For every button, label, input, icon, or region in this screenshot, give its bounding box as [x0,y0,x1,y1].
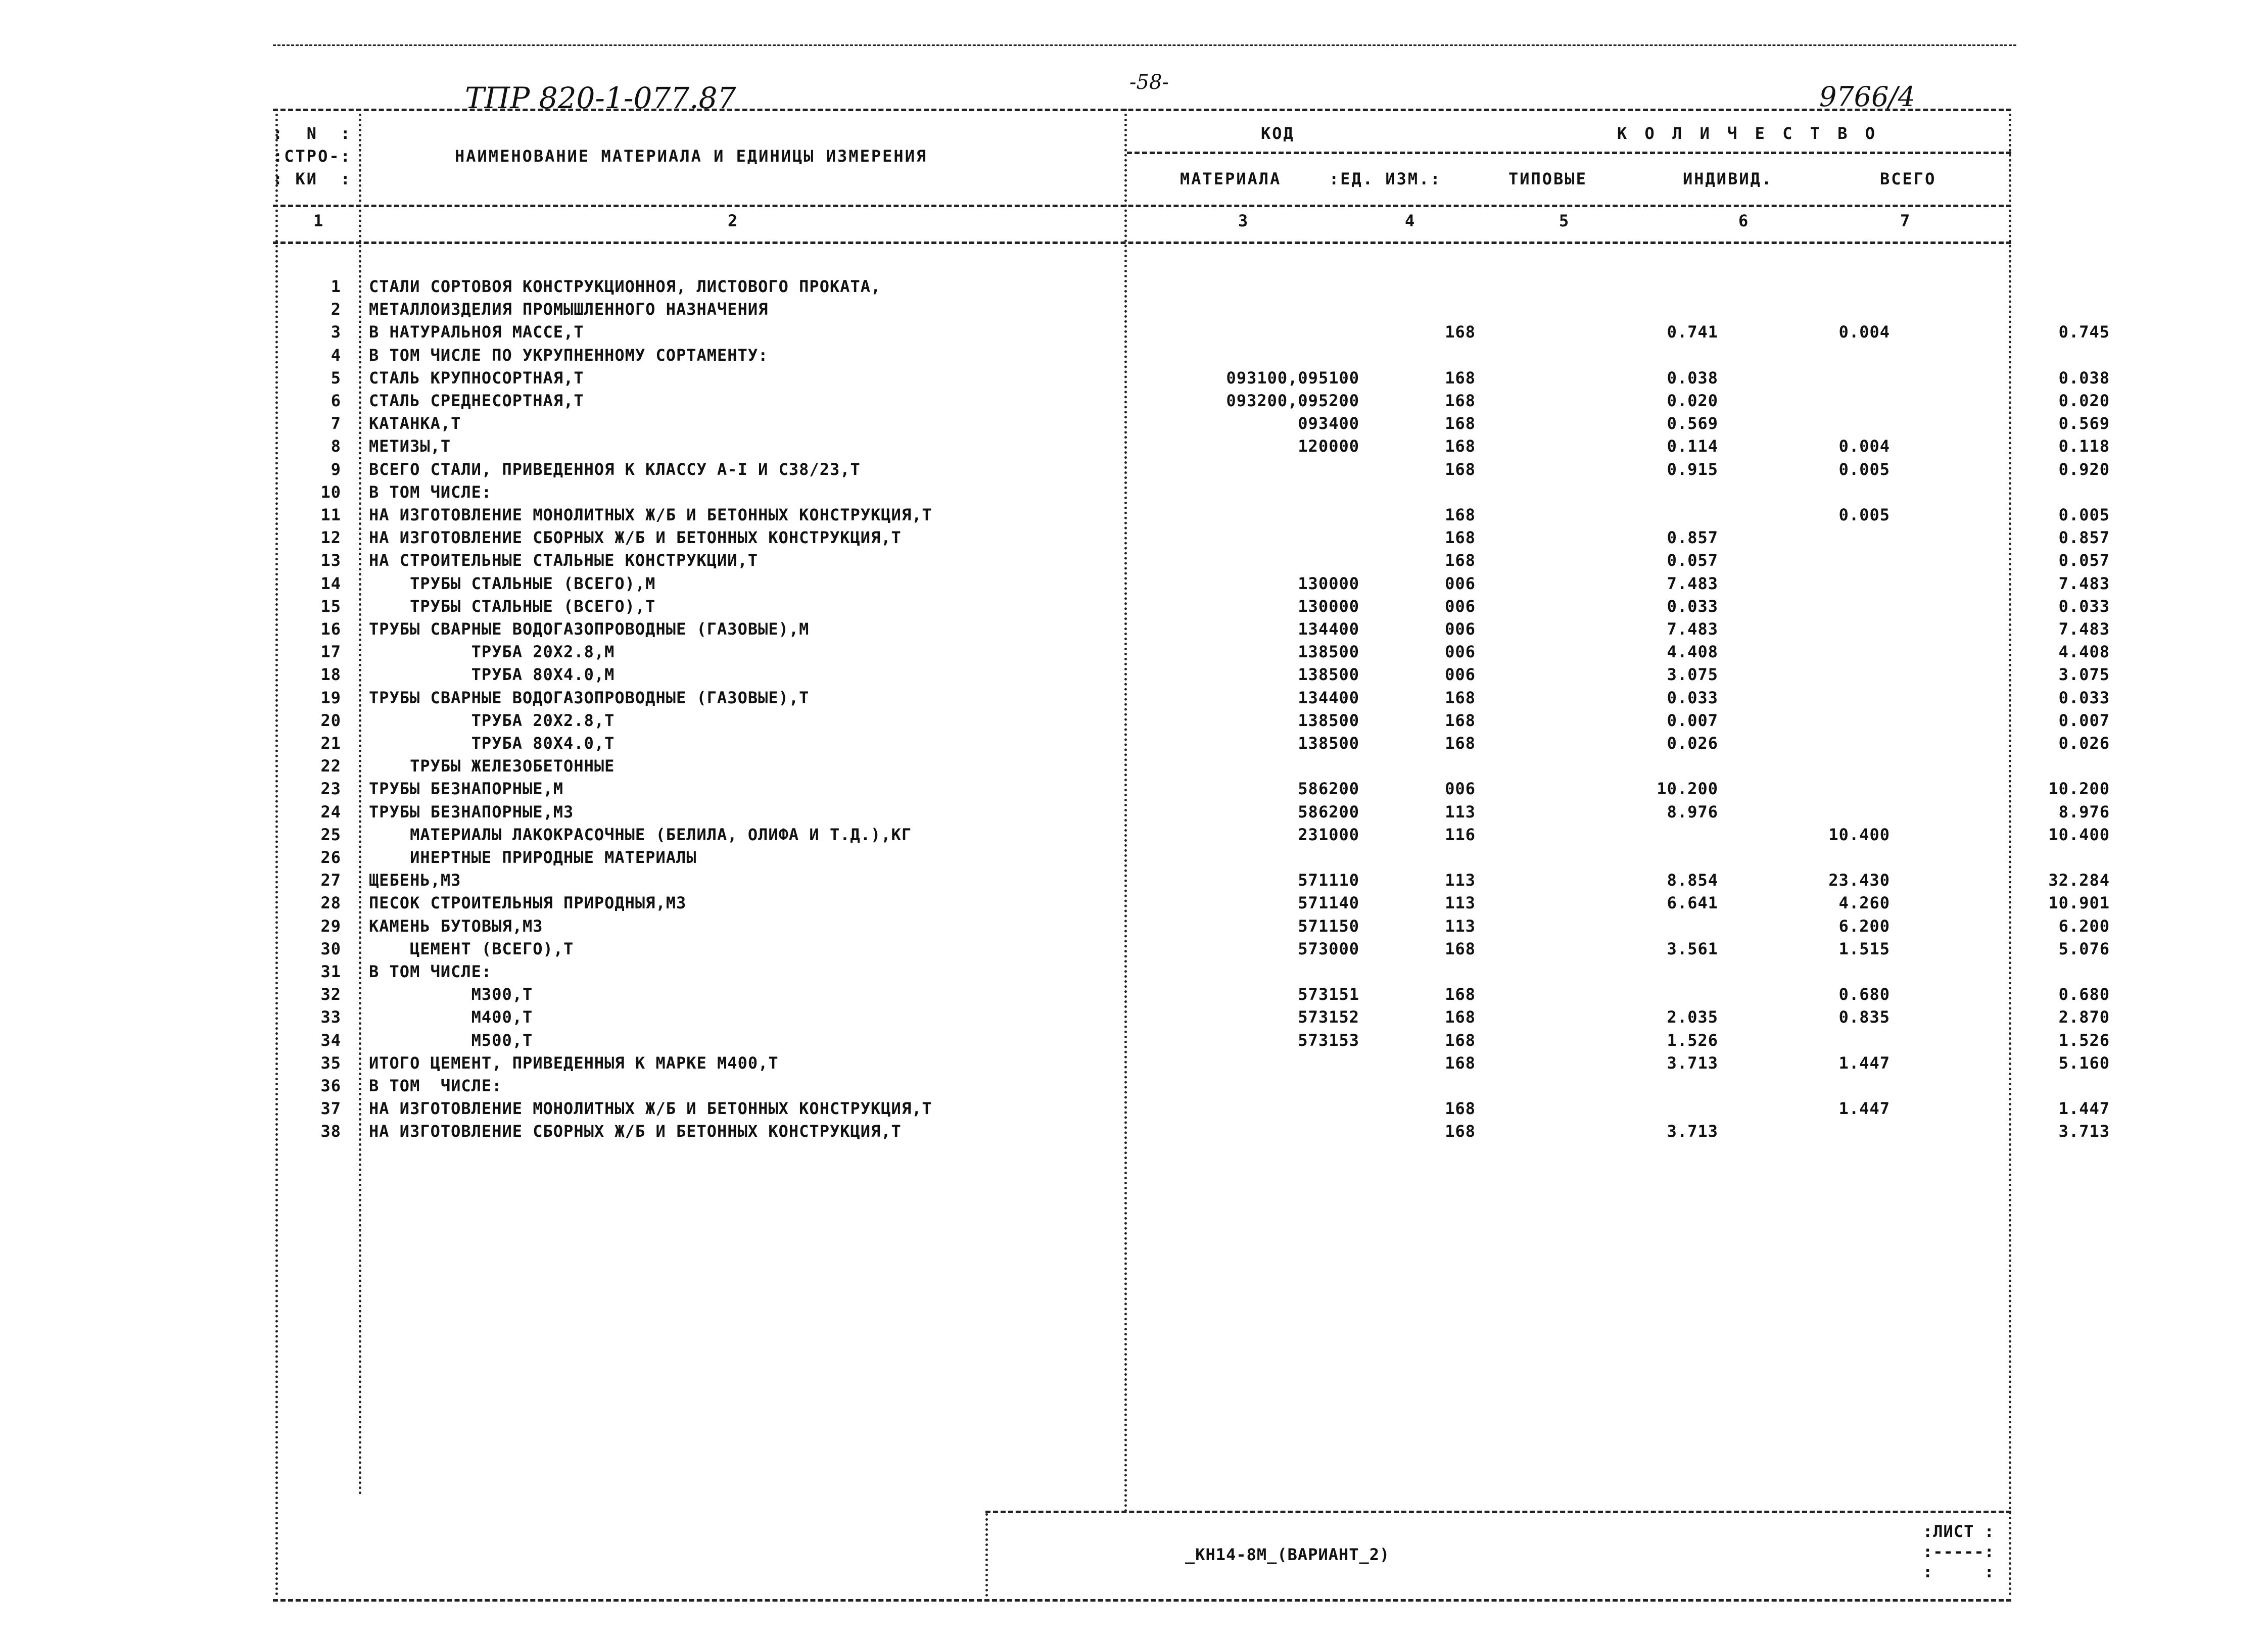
row-number: 37 [320,1099,341,1119]
header-separator [273,205,2011,207]
typical-column-header: ТИПОВЫЕ [1508,169,1587,188]
row-typical: 0.038 [1667,368,1718,388]
row-code: 573152 [1298,1007,1359,1027]
table-row [270,665,2110,687]
row-no-header-2: :СТРО-: [273,147,352,166]
row-name: НА ИЗГОТОВЛЕНИЕ МОНОЛИТНЫХ Ж/Б И БЕТОННЫХ КОНСТРУКЦИЯ,Т [369,1099,932,1119]
row-typical: 8.854 [1667,871,1718,890]
row-total: 3.713 [2058,1122,2110,1141]
row-name: ЩЕБЕНЬ,М3 [369,871,461,890]
row-number: 6 [330,391,341,410]
row-unit: 168 [1445,551,1476,570]
row-unit: 006 [1445,573,1476,593]
table-row [270,939,2110,961]
row-unit: 168 [1445,437,1476,456]
row-individual: 0.004 [1838,437,1890,456]
row-number: 14 [320,573,341,593]
row-total: 5.076 [2058,939,2110,958]
row-name: ТРУБЫ ЖЕЛЕЗОБЕТОННЫЕ [369,756,615,776]
row-code: 093200,095200 [1226,391,1359,410]
row-number: 32 [320,985,341,1004]
row-code: 134400 [1298,688,1359,707]
row-total: 0.033 [2058,596,2110,616]
row-number: 13 [320,551,341,570]
row-individual: 0.835 [1838,1007,1890,1027]
footer-left-border [985,1513,988,1597]
row-name: ПЕСОК СТРОИТЕЛЬНЫЯ ПРИРОДНЫЯ,М3 [369,893,687,913]
row-number: 30 [320,939,341,958]
row-number: 34 [320,1030,341,1050]
row-number: 23 [320,779,341,799]
column-number-3: 3 [1238,211,1250,230]
row-name: ТРУБЫ БЕЗНАПОРНЫЕ,М3 [369,802,574,822]
row-individual: 0.680 [1838,985,1890,1004]
footer-sheet-dash: :-----: [1923,1542,1995,1561]
row-name: МЕТИЗЫ,Т [369,437,451,456]
footer-sheet-label: :ЛИСТ : [1923,1522,1995,1541]
row-typical: 1.526 [1667,1030,1718,1050]
row-number: 27 [320,871,341,890]
table-row [270,551,2110,573]
row-name: ИНЕРТНЫЕ ПРИРОДНЫЕ МАТЕРИАЛЫ [369,848,697,867]
row-name: НА ИЗГОТОВЛЕНИЕ СБОРНЫХ Ж/Б И БЕТОННЫХ КОНСТРУКЦИЯ,Т [369,1122,902,1141]
row-unit: 168 [1445,1053,1476,1073]
row-no-header-1: : N : [273,124,352,143]
row-code: 571110 [1298,871,1359,890]
row-number: 16 [320,619,341,639]
row-total: 0.057 [2058,551,2110,570]
row-total: 0.118 [2058,437,2110,456]
row-code: 093400 [1298,414,1359,433]
row-typical: 4.408 [1667,642,1718,662]
table-row [270,734,2110,756]
row-unit: 168 [1445,1122,1476,1141]
table-row [270,1099,2110,1121]
table-row [270,893,2110,915]
row-typical: 0.026 [1667,734,1718,753]
row-name: М500,Т [369,1030,533,1050]
row-individual: 0.005 [1838,459,1890,479]
row-unit: 168 [1445,368,1476,388]
row-total: 1.526 [2058,1030,2110,1050]
row-total: 0.026 [2058,734,2110,753]
row-total: 0.038 [2058,368,2110,388]
name-column-header: НАИМЕНОВАНИЕ МАТЕРИАЛА И ЕДИНИЦЫ ИЗМЕРЕНИЯ [455,147,928,166]
row-code: 138500 [1298,710,1359,730]
row-total: 0.007 [2058,710,2110,730]
table-row [270,756,2004,779]
row-unit: 168 [1445,985,1476,1004]
table-row [270,322,2110,345]
row-number: 11 [320,505,341,524]
row-number: 2 [330,300,341,319]
row-code: 231000 [1298,825,1359,844]
row-number: 7 [330,414,341,433]
row-name: ТРУБЫ СТАЛЬНЫЕ (ВСЕГО),М [369,573,656,593]
row-code: 134400 [1298,619,1359,639]
row-typical: 3.713 [1667,1053,1718,1073]
row-number: 19 [320,688,341,707]
table-row [270,573,2110,596]
table-row [270,1007,2110,1030]
row-typical: 0.741 [1667,322,1718,342]
row-individual: 1.515 [1838,939,1890,958]
row-unit: 113 [1445,916,1476,936]
row-unit: 113 [1445,871,1476,890]
row-number: 38 [320,1122,341,1141]
row-number: 5 [330,368,341,388]
row-name: ТРУБЫ СВАРНЫЕ ВОДОГАЗОПРОВОДНЫЕ (ГАЗОВЫЕ),Т [369,688,810,707]
row-individual: 10.400 [1828,825,1890,844]
footer-variant-label: _КН14-8М_(ВАРИАНТ_2) [1185,1545,1390,1564]
row-name: ЦЕМЕНТ (ВСЕГО),Т [369,939,574,958]
code-group-line [1127,152,2011,154]
row-number: 26 [320,848,341,867]
row-typical: 0.857 [1667,528,1718,548]
row-unit: 168 [1445,528,1476,548]
row-number: 3 [330,322,341,342]
row-number: 21 [320,734,341,753]
row-total: 0.680 [2058,985,2110,1004]
row-number: 20 [320,710,341,730]
row-name: СТАЛИ СОРТОВОЯ КОНСТРУКЦИОННОЯ, ЛИСТОВОГО ПРОКАТА, [369,277,881,296]
row-individual: 1.447 [1838,1099,1890,1119]
table-row [270,1053,2110,1076]
row-individual: 6.200 [1838,916,1890,936]
row-number: 24 [320,802,341,822]
row-number: 35 [320,1053,341,1073]
table-row [270,802,2110,825]
row-typical: 7.483 [1667,619,1718,639]
table-row [270,528,2110,550]
row-unit: 168 [1445,1007,1476,1027]
row-name: КАМЕНЬ БУТОВЫЯ,М3 [369,916,543,936]
row-unit: 168 [1445,1030,1476,1050]
sheet-reference: 9766/4 [1819,81,1915,113]
row-name: МЕТАЛЛОИЗДЕЛИЯ ПРОМЫШЛЕННОГО НАЗНАЧЕНИЯ [369,300,769,319]
row-number: 9 [330,459,341,479]
row-number: 25 [320,825,341,844]
row-name: НА СТРОИТЕЛЬНЫЕ СТАЛЬНЫЕ КОНСТРУКЦИИ,Т [369,551,759,570]
row-number: 17 [320,642,341,662]
table-row [270,871,2110,893]
table-row [270,596,2110,619]
row-number: 15 [320,596,341,616]
column-number-1: 1 [313,211,325,230]
column-number-7: 7 [1900,211,1912,230]
row-typical: 8.976 [1667,802,1718,822]
table-row [270,459,2110,482]
row-total: 0.857 [2058,528,2110,548]
row-unit: 116 [1445,825,1476,844]
row-total: 4.408 [2058,642,2110,662]
row-typical: 0.569 [1667,414,1718,433]
row-unit: 168 [1445,459,1476,479]
row-code: 571140 [1298,893,1359,913]
row-name: ТРУБА 80Х4.0,Т [369,734,615,753]
row-code: 586200 [1298,779,1359,799]
row-typical: 3.713 [1667,1122,1718,1141]
row-code: 130000 [1298,596,1359,616]
row-total: 1.447 [2058,1099,2110,1119]
table-row [270,825,2110,847]
table-top-border [273,109,2011,111]
top-scan-line [273,44,2016,46]
table-row [270,779,2110,801]
row-typical: 0.007 [1667,710,1718,730]
row-unit: 168 [1445,734,1476,753]
row-total: 2.870 [2058,1007,2110,1027]
table-row [270,414,2110,436]
table-row [270,346,2004,368]
row-number: 33 [320,1007,341,1027]
row-unit: 168 [1445,322,1476,342]
table-row [270,710,2110,733]
row-typical: 6.641 [1667,893,1718,913]
row-individual: 1.447 [1838,1053,1890,1073]
table-bottom-border [273,1599,2011,1602]
row-unit: 168 [1445,710,1476,730]
row-unit: 168 [1445,1099,1476,1119]
row-number: 28 [320,893,341,913]
row-number: 4 [330,345,341,365]
row-total: 7.483 [2058,619,2110,639]
row-total: 0.005 [2058,505,2110,524]
row-name: ТРУБЫ СТАЛЬНЫЕ (ВСЕГО),Т [369,596,656,616]
row-total: 10.901 [2048,893,2110,913]
row-no-header-3: : КИ : [273,169,352,188]
column-number-6: 6 [1738,211,1750,230]
table-row [270,848,2004,870]
row-total: 3.075 [2058,665,2110,685]
table-row [270,916,2110,939]
row-total: 0.569 [2058,414,2110,433]
row-total: 0.033 [2058,688,2110,707]
table-row [270,505,2110,527]
row-name: ТРУБЫ БЕЗНАПОРНЫЕ,М [369,779,564,799]
row-total: 0.020 [2058,391,2110,410]
row-number: 31 [320,962,341,981]
row-name: В ТОМ ЧИСЛЕ: [369,1076,502,1095]
table-row [270,1122,2110,1144]
row-name: В ТОМ ЧИСЛЕ: [369,962,492,981]
row-typical: 0.033 [1667,596,1718,616]
quantity-group-header: К О Л И Ч Е С Т В О [1617,124,1879,143]
row-number: 8 [330,437,341,456]
table-row [270,619,2110,642]
row-name: НА ИЗГОТОВЛЕНИЕ МОНОЛИТНЫХ Ж/Б И БЕТОННЫХ КОНСТРУКЦИЯ,Т [369,505,932,524]
row-number: 12 [320,528,341,548]
row-unit: 168 [1445,391,1476,410]
row-code: 573153 [1298,1030,1359,1050]
row-total: 6.200 [2058,916,2110,936]
row-individual: 0.004 [1838,322,1890,342]
row-name: СТАЛЬ КРУПНОСОРТНАЯ,Т [369,368,584,388]
footer-top-line [985,1511,2011,1513]
table-row [270,482,2004,505]
row-typical: 2.035 [1667,1007,1718,1027]
row-number: 1 [330,277,341,296]
row-unit: 006 [1445,665,1476,685]
row-code: 130000 [1298,573,1359,593]
total-column-header: ВСЕГО [1880,169,1936,188]
table-row [270,300,2004,322]
row-name: В ТОМ ЧИСЛЕ: [369,482,492,502]
code-column-header: МАТЕРИАЛА [1180,169,1282,188]
row-total: 10.400 [2048,825,2110,844]
row-code: 120000 [1298,437,1359,456]
row-code: 138500 [1298,642,1359,662]
row-unit: 006 [1445,619,1476,639]
row-name: ВСЕГО СТАЛИ, ПРИВЕДЕННОЯ К КЛАССУ А-I И С38/23,Т [369,459,861,479]
row-number: 22 [320,756,341,776]
row-total: 8.976 [2058,802,2110,822]
table-row [270,437,2110,459]
page-number: -58- [1129,71,1169,94]
row-total: 10.200 [2048,779,2110,799]
row-total: 5.160 [2058,1053,2110,1073]
table-row [270,1030,2110,1053]
row-typical: 0.915 [1667,459,1718,479]
row-typical: 0.020 [1667,391,1718,410]
row-unit: 168 [1445,688,1476,707]
row-name: ИТОГО ЦЕМЕНТ, ПРИВЕДЕННЫЯ К МАРКЕ М400,Т [369,1053,779,1073]
row-individual: 23.430 [1828,871,1890,890]
row-name: КАТАНКА,Т [369,414,461,433]
row-number: 10 [320,482,341,502]
row-total: 7.483 [2058,573,2110,593]
row-unit: 006 [1445,596,1476,616]
table-row [270,688,2110,710]
row-name: М300,Т [369,985,533,1004]
row-total: 32.284 [2048,871,2110,890]
row-code: 093100,095100 [1226,368,1359,388]
footer-sheet-value: : : [1923,1562,1995,1581]
row-total: 0.920 [2058,459,2110,479]
table-row [270,1076,2004,1098]
row-name: СТАЛЬ СРЕДНЕСОРТНАЯ,Т [369,391,584,410]
row-code: 138500 [1298,665,1359,685]
individual-column-header: ИНДИВИД. [1683,169,1773,188]
row-name: МАТЕРИАЛЫ ЛАКОКРАСОЧНЫЕ (БЕЛИЛА, ОЛИФА И Т.Д.),КГ [369,825,912,844]
unit-column-header: :ЕД. ИЗМ.: [1329,169,1442,188]
row-name: В НАТУРАЛЬНОЯ МАССЕ,Т [369,322,584,342]
row-unit: 168 [1445,414,1476,433]
row-name: ТРУБА 20Х2.8,Т [369,710,615,730]
code-group-header: КОД [1261,124,1295,143]
row-typical: 3.561 [1667,939,1718,958]
row-unit: 006 [1445,779,1476,799]
row-typical: 0.033 [1667,688,1718,707]
row-name: М400,Т [369,1007,533,1027]
table-row [270,642,2110,664]
table-row [270,391,2110,413]
row-unit: 006 [1445,642,1476,662]
table-row [270,985,2110,1007]
row-typical: 0.114 [1667,437,1718,456]
column-number-2: 2 [728,211,739,230]
row-code: 573000 [1298,939,1359,958]
row-unit: 113 [1445,893,1476,913]
row-name: ТРУБА 80Х4.0,М [369,665,615,685]
row-code: 571150 [1298,916,1359,936]
row-name: НА ИЗГОТОВЛЕНИЕ СБОРНЫХ Ж/Б И БЕТОННЫХ КОНСТРУКЦИЯ,Т [369,528,902,548]
row-typical: 10.200 [1657,779,1718,799]
table-row [270,277,2004,299]
row-total: 0.745 [2058,322,2110,342]
row-typical: 3.075 [1667,665,1718,685]
row-number: 29 [320,916,341,936]
table-row [270,368,2110,391]
row-unit: 168 [1445,505,1476,524]
column-number-5: 5 [1559,211,1571,230]
row-name: В ТОМ ЧИСЛЕ ПО УКРУПНЕННОМУ СОРТАМЕНТУ: [369,345,769,365]
row-unit: 113 [1445,802,1476,822]
row-number: 18 [320,665,341,685]
row-typical: 0.057 [1667,551,1718,570]
column-number-4: 4 [1405,211,1416,230]
doc-code: ТПР 820-1-077.87 [465,81,736,115]
row-name: ТРУБЫ СВАРНЫЕ ВОДОГАЗОПРОВОДНЫЕ (ГАЗОВЫЕ),М [369,619,810,639]
row-unit: 168 [1445,939,1476,958]
row-code: 138500 [1298,734,1359,753]
column-number-separator [273,242,2011,244]
row-individual: 4.260 [1838,893,1890,913]
table-row [270,962,2004,984]
row-individual: 0.005 [1838,505,1890,524]
row-name: ТРУБА 20Х2.8,М [369,642,615,662]
row-code: 573151 [1298,985,1359,1004]
row-code: 586200 [1298,802,1359,822]
row-typical: 7.483 [1667,573,1718,593]
row-number: 36 [320,1076,341,1095]
